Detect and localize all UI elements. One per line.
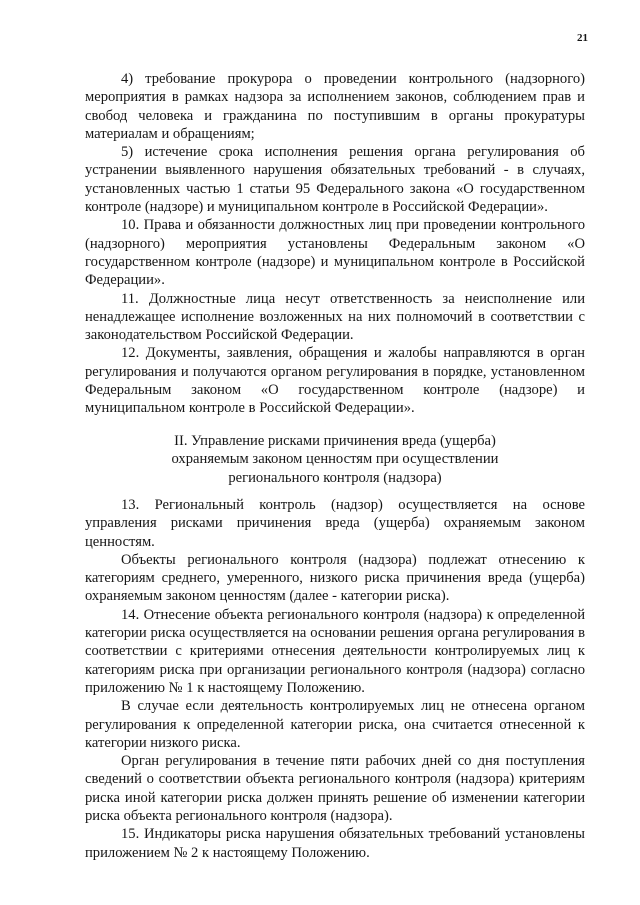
paragraph-14-risk-assignment: 14. Отнесение объекта регионального контроля (надзора) к определенной категории риска осуществляется на основании решения органа регулирования в соответствии с критериями отнесения деятельности контролируемых лиц к категориям риска при организации регионального контроля (надзора) согласно приложению № 1 к настоящему Положению. — [85, 606, 585, 696]
section-heading: II. Управление рисками причинения вреда (ущерба) охраняемым законом ценностям при осуществлении регионального контроля (надзора) — [171, 433, 499, 486]
paragraphs-bottom — [85, 496, 585, 862]
paragraph-low-risk-default: В случае если деятельность контролируемых лиц не отнесена органом регулирования к определенной категории риска, она считается отнесенной к категории низкого риска. — [85, 698, 585, 751]
paragraphs-top — [85, 70, 585, 418]
page-number: 21 — [577, 32, 588, 44]
paragraph-10-rights-and-duties: 10. Права и обязанности должностных лиц при проведении контрольного (надзорного) мероприятия установлены Федеральным законом «О государственном контроле (надзоре) и муниципальном контроле в Российской Федерации». — [85, 217, 585, 289]
paragraph-12-documents: 12. Документы, заявления, обращения и жалобы направляются в орган регулирования и получаются органом регулирования в порядке, установленном Федеральным законом «О государственном контроле (надзоре) и муниципальном контроле в Российской Федерации». — [85, 345, 585, 417]
paragraph-risk-categories: Объекты регионального контроля (надзора) подлежат отнесению к категориям среднего, умеренного, низкого риска причинения вреда (ущерба) охраняемым законом ценностям (далее - категории риска). — [85, 551, 585, 605]
paragraph-5-deadline-expiry: 5) истечение срока исполнения решения органа регулирования об устранении выявленного нарушения обязательных требований - в случаях, установленных частью 1 статьи 95 Федерального закона «О государственном контроле (надзоре) и муниципальном контроле в Российской Федерации». — [85, 144, 585, 216]
paragraph-13-risk-management: 13. Региональный контроль (надзор) осуществляется на основе управления рисками причинения вреда (ущерба) охраняемым законом ценностям. — [85, 497, 585, 550]
paragraph-4-prosecutor-requirement: 4) требование прокурора о проведении контрольного (надзорного) мероприятия в рамках надзора за исполнением законов, соблюдением прав и свобод человека и гражданина по поступившим в органы прокуратуры материалам и обращениям; — [85, 71, 585, 142]
paragraph-11-responsibility: 11. Должностные лица несут ответственность за неисполнение или ненадлежащее исполнение возложенных на них полномочий в соответствии с законодательством Российской Федерации. — [85, 290, 585, 344]
paragraph-category-change: Орган регулирования в течение пяти рабочих дней со дня поступления сведений о соответствии объекта регионального контроля (надзора) критериям риска иной категории риска должен принять решение об изменении категории риска объекта регионального контроля (надзора). — [85, 753, 585, 825]
paragraph-15-risk-indicators: 15. Индикаторы риска нарушения обязательных требований установлены приложением № 2 к настоящему Положению. — [85, 826, 585, 861]
